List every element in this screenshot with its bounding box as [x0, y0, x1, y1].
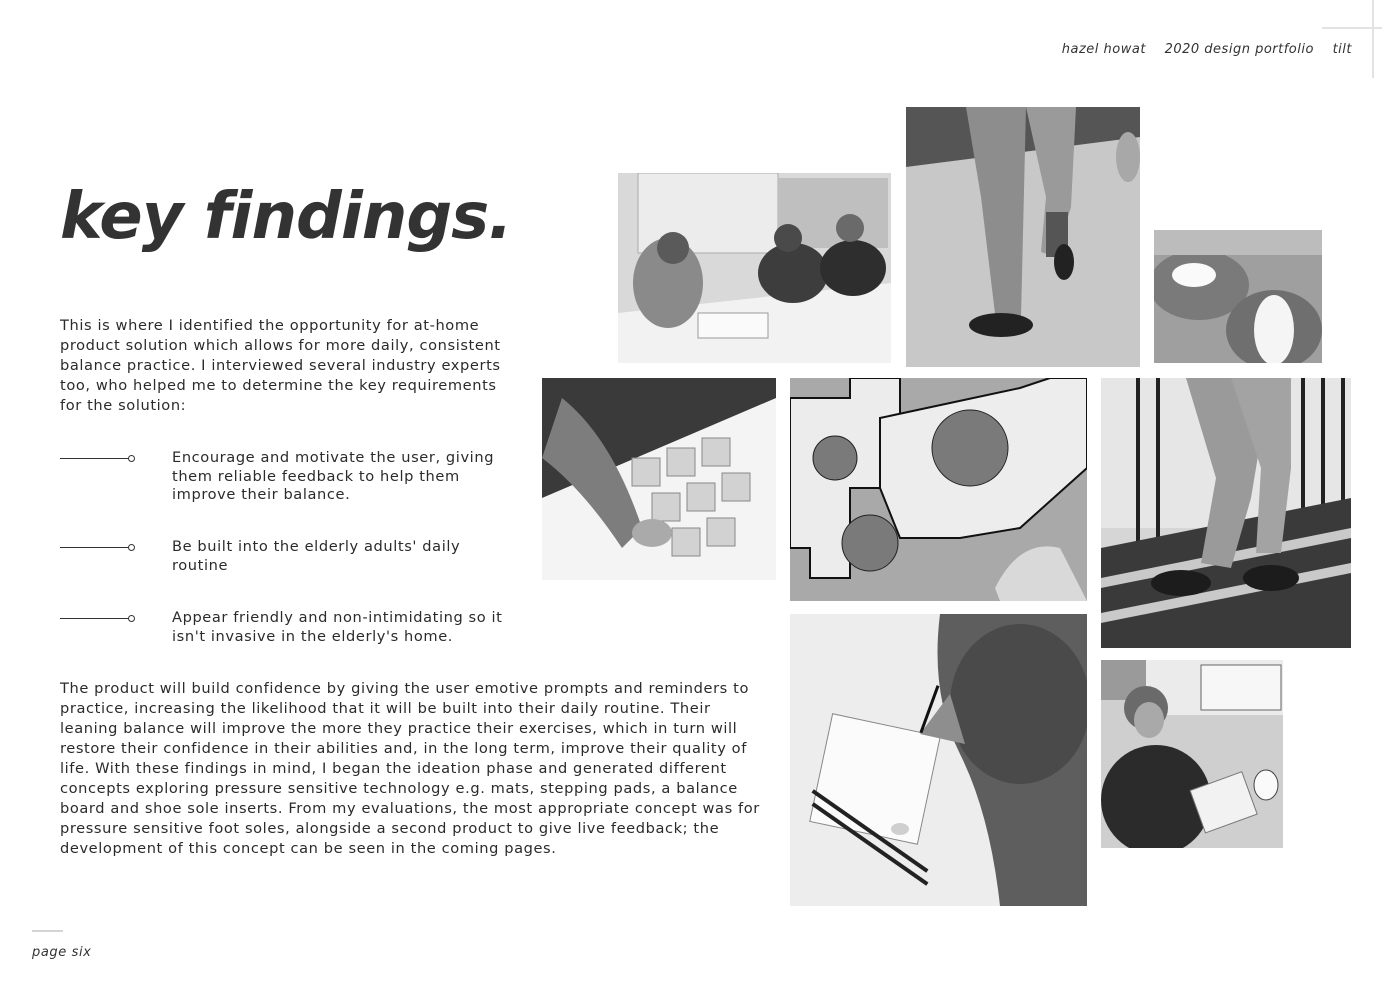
- bullet-dot: [128, 455, 135, 462]
- photo-interview-classroom: [618, 173, 891, 363]
- requirement-text: Be built into the elderly adults' daily routine: [172, 538, 461, 574]
- header-author: hazel howat: [1061, 42, 1146, 57]
- bullet-dot: [128, 615, 135, 622]
- bullet-line: [60, 547, 130, 548]
- body-paragraph: The product will build confidence by giving the user emotive prompts and reminders to practice, increasing the likelihood that it will be built into their daily routine. Their leaning balance will improve the more they practice their exercises, which in turn will restore their confidence in their abilities and, in the long term, improve their quality of life. With these findings in mind, I began the ideation phase and generated different concepts exploring pressure sensitive technology e.g. mats, stepping pads, a balance board and shoe sole inserts. From my evaluations, the most appropriate concept was for pressure sensitive foot soles, alongside a second product to give live feedback; the development of this concept can be seen in the coming pages.: [60, 680, 760, 857]
- photo-drawing-storyboard: [790, 614, 1087, 906]
- page-title: key findings.: [60, 180, 512, 254]
- bullet-line: [60, 618, 130, 619]
- header-project: tilt: [1332, 42, 1352, 57]
- photo-stairs: [1101, 378, 1351, 648]
- requirement-text: Appear friendly and non-intimidating so it isn't invasive in the elderly's home.: [172, 609, 503, 645]
- photo-stepping-pads: [790, 378, 1087, 601]
- page-number: page six: [32, 945, 92, 960]
- photo-legs-balance: [906, 107, 1140, 367]
- bullet-line: [60, 458, 130, 459]
- intro-paragraph: This is where I identified the opportunity for at-home product solution which allows for more daily, consistent balance practice. I interviewed several industry experts too, who helped me to determine the key requirements for the solution:: [60, 317, 501, 414]
- requirement-text: Encourage and motivate the user, giving them reliable feedback to help them improve their balance.: [172, 449, 495, 503]
- photo-sketching-cards: [542, 378, 776, 580]
- footer-rule: [32, 930, 63, 932]
- corner-rule-vertical: [1372, 0, 1374, 78]
- header-portfolio: 2020 design portfolio: [1164, 42, 1314, 57]
- photo-foot-pads: [1154, 230, 1322, 363]
- bullet-dot: [128, 544, 135, 551]
- page-header: [1048, 42, 1352, 57]
- photo-expert-interview: [1101, 660, 1283, 848]
